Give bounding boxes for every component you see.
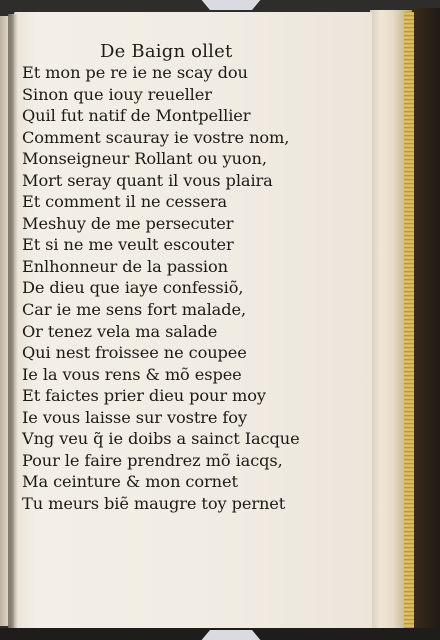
verse-line: Et comment il ne cessera	[22, 192, 228, 212]
verse-text	[22, 62, 362, 514]
verse-line: Mort seray quant il vous plaira	[22, 170, 273, 190]
running-head: De Baign ollet	[100, 41, 233, 62]
verse-line: Car ie me sens fort malade,	[22, 300, 247, 320]
verse-line: Et mon pe re ie ne scay dou	[22, 63, 248, 82]
verse-line: Pour le faire prendrez mõ iacqs,	[22, 450, 283, 470]
verse-line: Sinon que iouy reueller	[22, 84, 212, 104]
verse-line: Comment scauray ie vostre nom,	[22, 127, 290, 147]
verse-line: Quil fut natif de Montpellier	[22, 106, 251, 126]
verse-line: Vng veu q̃ ie doibs a sainct Iacque	[22, 429, 300, 449]
verse-line: Enlhonneur de la passion	[22, 256, 228, 276]
book-cover-edge	[414, 8, 440, 636]
verse-line: Meshuy de me persecuter	[22, 213, 234, 233]
verse-line: Et si ne me veult escouter	[22, 235, 234, 255]
gilt-edge	[404, 12, 414, 632]
verse-line: De dieu que iaye confessiõ,	[22, 278, 244, 298]
verse-line: Ie vous laisse sur vostre foy	[22, 407, 247, 427]
top-clip	[196, 0, 266, 10]
verse-line: Tu meurs biẽ maugre toy pernet	[22, 493, 286, 513]
verse-line: Or tenez vela ma salade	[22, 321, 218, 341]
verse-line: Monseigneur Rollant ou yuon,	[22, 149, 267, 169]
verse-line: Ma ceinture & mon cornet	[22, 472, 238, 492]
verse-line: Ie la vous rens & mõ espee	[22, 364, 242, 384]
verse-line: Qui nest froissee ne coupee	[22, 343, 247, 363]
gutter-shadow	[8, 14, 18, 628]
verse-line: Et faictes prier dieu pour moy	[22, 386, 266, 406]
